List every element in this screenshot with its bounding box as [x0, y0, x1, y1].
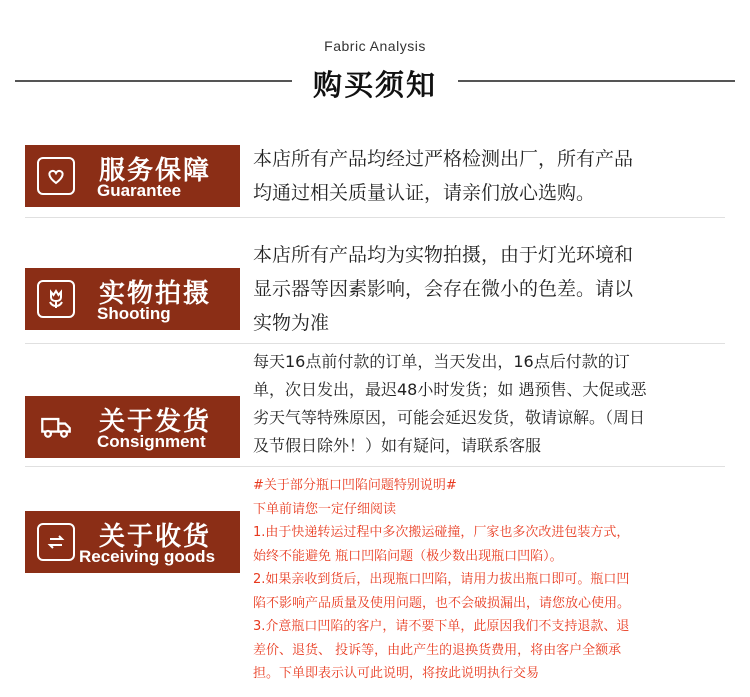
badge-title-en: Shooting [97, 304, 171, 323]
badge-consignment [25, 396, 240, 458]
text-line: 实物为准 [253, 312, 330, 334]
header-subtitle: Fabric Analysis [324, 38, 426, 54]
text-line: 本店所有产品均为实物拍摄，由于灯光环境和 [253, 244, 634, 266]
notice-text [253, 474, 630, 686]
section-guarantee [25, 140, 725, 218]
text-line: 单，次日发出，最迟48小时发货；如 遇预售、大促或恶 [253, 380, 647, 399]
text-line: 劣天气等特殊原因，可能会延迟发货，敬请谅解。（周日 [253, 408, 646, 427]
text-line: 2.如果亲收到货后，出现瓶口凹陷，请用力拔出瓶口即可。瓶口凹 [253, 572, 630, 587]
text-line: 1.由于快递转运过程中多次搬运碰撞，厂家也多次改进包装方式， [253, 525, 630, 540]
badge-title-cn: 关于发货 [99, 407, 212, 437]
section-text [253, 238, 633, 340]
text-line: 及节假日除外！）如有疑问，请联系客服 [253, 436, 542, 455]
section-text [253, 348, 646, 460]
section-divider [25, 343, 725, 344]
section-consignment [25, 346, 725, 466]
text-line: 下单前请您一定仔细阅读 [253, 501, 397, 517]
badge-title-en: Consignment [97, 432, 206, 451]
badge-title-cn: 实物拍摄 [99, 279, 212, 309]
section-divider [25, 217, 725, 218]
text-line: 陷不影响产品质量及使用问题，也不会破损漏出，请您放心使用。 [253, 595, 631, 611]
section-receiving [25, 474, 725, 689]
badge-title-en: Receiving goods [79, 547, 216, 566]
truck-icon [37, 408, 75, 446]
text-line: #关于部分瓶口凹陷问题特别说明# [253, 478, 457, 493]
text-line: 3.介意瓶口凹陷的客户，请不要下单，此原因我们不支持退款、退 [253, 619, 630, 634]
text-line: 均通过相关质量认证，请亲们放心选购。 [253, 182, 596, 204]
section-divider [25, 466, 725, 467]
exchange-icon [37, 523, 75, 561]
text-line: 显示器等因素影响，会存在微小的色差。请以 [253, 278, 634, 300]
text-line: 每天16点前付款的订单，当天发出，16点后付款的订 [253, 352, 630, 371]
badge-shooting [25, 268, 240, 330]
badge-title-cn: 关于收货 [99, 522, 212, 552]
page-title: 购买须知 [312, 68, 437, 102]
tulip-icon [37, 280, 75, 318]
text-line: 担。下单即表示认可此说明，将按此说明执行交易 [253, 666, 540, 681]
badge-guarantee [25, 145, 240, 207]
text-line: 本店所有产品均经过严格检测出厂，所有产品 [253, 148, 634, 170]
section-text [253, 142, 633, 210]
badge-title-cn: 服务保障 [99, 156, 212, 186]
heart-folder-icon [37, 157, 75, 195]
badge-title-en: Guarantee [97, 181, 182, 200]
text-line: 始终不能避免 瓶口凹陷问题（极少数出现瓶口凹陷）。 [253, 548, 563, 564]
text-line: 差价、退货、 投诉等，由此产生的退换货费用，将由客户全额承 [253, 642, 622, 658]
badge-receiving [25, 511, 240, 573]
section-shooting [25, 228, 725, 343]
